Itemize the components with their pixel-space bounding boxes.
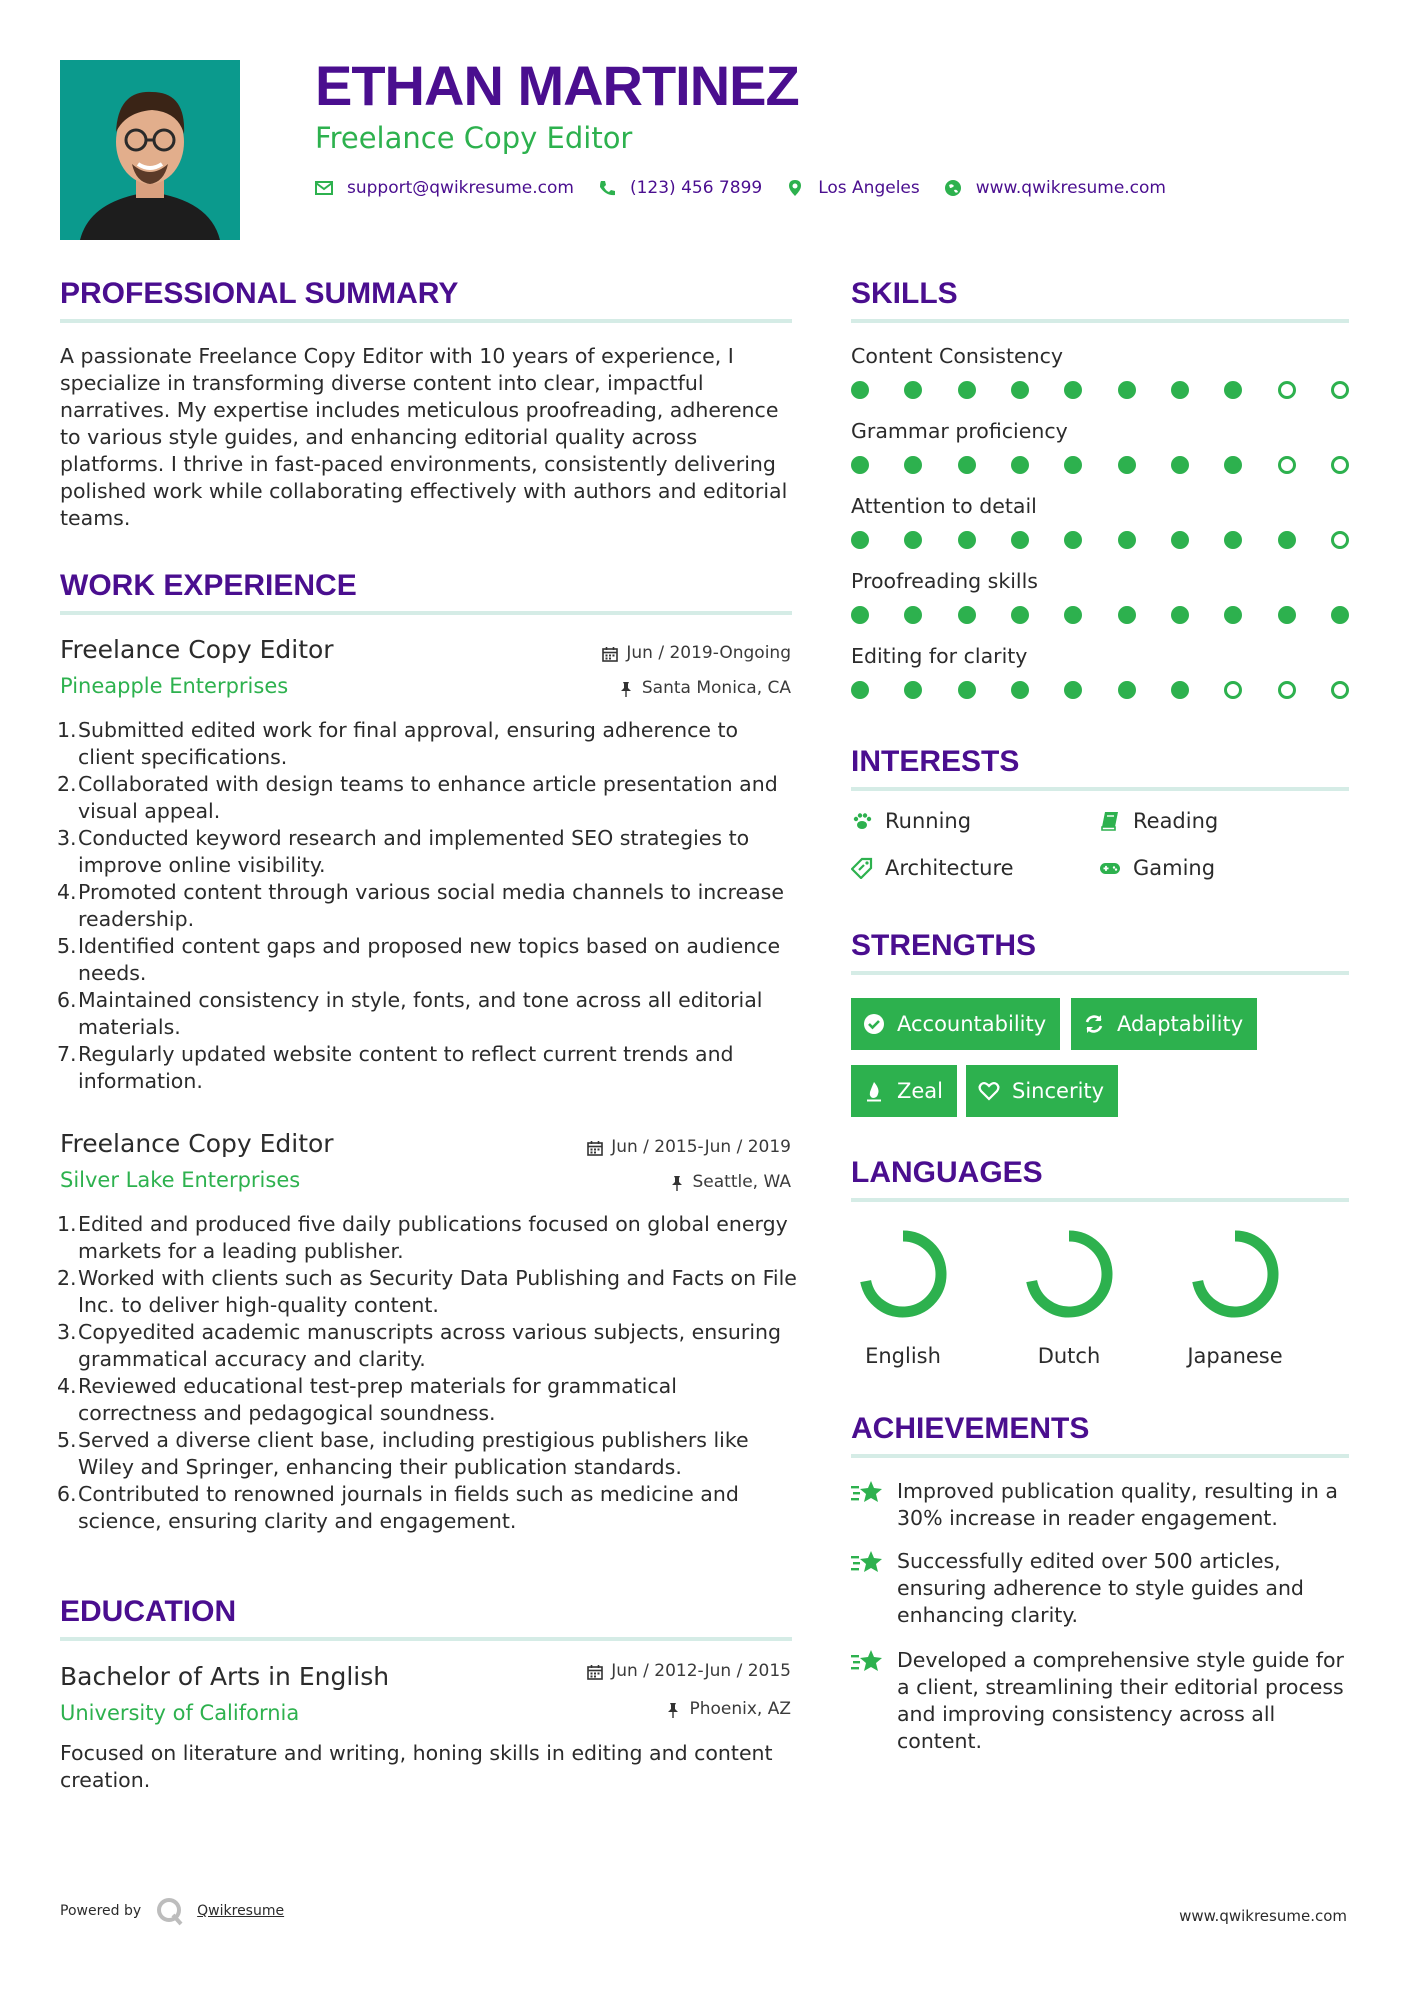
list-item: 3. Copyedited academic manuscripts across various subjects, ensuring grammatical accuracy and clarity. [57,1320,782,1371]
education-location [665,1701,791,1718]
skill-dot-filled [1118,606,1136,624]
job-location-text: Santa Monica, CA [641,678,791,698]
email-text: support@qwikresume.com [347,178,574,198]
skill-dot-filled [1118,456,1136,474]
star-badge-icon [851,1548,885,1576]
skill-dot-filled [1118,531,1136,549]
strength-badge: Zeal [851,1065,957,1117]
tag-icon [851,857,873,879]
pushpin-icon [669,1175,685,1191]
language-ring [855,1226,951,1322]
skill-dot-filled [1224,381,1242,399]
list-item: 2. Collaborated with design teams to enhance article presentation and visual appeal. [57,772,778,823]
experience-heading: WORK EXPERIENCE [60,569,357,602]
skill-dot-empty [1331,381,1349,399]
list-item: 6. Contributed to renowned journals in fields such as medicine and science, ensuring clarity and engagement. [57,1482,739,1533]
skill-dot-filled [1064,681,1082,699]
language-ring [1187,1226,1283,1322]
contact-website[interactable] [944,178,1166,198]
language-name: English [865,1344,941,1368]
strength-badge: Accountability [851,998,1060,1050]
list-item: 4. Reviewed educational test-prep materials for grammatical correctness and pedagogical soundness. [57,1374,677,1425]
list-item: 3. Conducted keyword research and implemented SEO strategies to improve online visibility. [57,826,750,877]
education-heading: EDUCATION [60,1595,237,1628]
gamepad-icon [1099,857,1121,879]
location-text: Los Angeles [818,178,920,198]
education-dates [587,1663,791,1680]
summary-heading: PROFESSIONAL SUMMARY [60,277,459,310]
education-dates-text: Jun / 2012-Jun / 2015 [611,1661,791,1681]
languages-divider [851,1198,1349,1202]
check-circle-icon [863,1013,885,1035]
star-badge-icon [851,1478,885,1506]
powered-by-label: Powered by [60,1903,142,1919]
list-item: 5. Served a diverse client base, including prestigious publishers like Wiley and Springer, enhancing their publication standards. [57,1428,749,1479]
job-dates-text: Jun / 2015-Jun / 2019 [611,1137,791,1157]
language-proficiency-arc [1032,1236,1107,1312]
interest-item: Running [851,810,971,832]
language-item [833,1226,973,1367]
skill-dot-filled [851,681,869,699]
skill-dot-filled [958,606,976,624]
star-badge-icon [851,1647,885,1675]
job-duties-list [57,717,800,1095]
globe-icon [944,179,962,197]
envelope-icon [315,179,333,197]
skill-dot-empty [1224,681,1242,699]
skills-divider [851,319,1349,323]
achievement-item: Successfully edited over 500 articles, ensuring adherence to style guides and enhancing clarity. [851,1548,1351,1629]
phone-icon [598,179,616,197]
skill-dot-filled [904,456,922,474]
skill-dot-filled [1278,606,1296,624]
language-name: Japanese [1187,1344,1283,1368]
skill-dot-filled [1331,606,1349,624]
skill-dot-filled [1064,606,1082,624]
skill-dot-empty [1331,681,1349,699]
summary-text: A passionate Freelance Copy Editor with 10 years of experience, I specialize in transforming diverse content into clear, impactful narratives. My expertise includes meticulous proofreading, adherence to various style guides, and enhancing editorial quality across platforms. I thrive in fast-paced environments, consistently delivering polished work while collaborating effectively with authors and editorial teams. [60,344,788,530]
skill-dot-filled [958,381,976,399]
skill-name: Attention to detail [851,494,1037,518]
skill-dot-filled [1011,531,1029,549]
skill-dot-filled [904,681,922,699]
list-item: 5. Identified content gaps and proposed new topics based on audience needs. [57,934,781,985]
list-item: 4. Promoted content through various social media channels to increase readership. [57,880,784,931]
skill-dot-filled [1064,531,1082,549]
profile-photo [60,60,240,240]
skill-rating [851,681,1349,701]
book-icon [1099,810,1121,832]
contact-email[interactable] [315,178,574,198]
fire-icon [863,1080,885,1102]
contact-phone[interactable] [598,178,762,198]
skill-dot-empty [1278,456,1296,474]
skill-dot-filled [1118,381,1136,399]
summary-divider [60,319,792,323]
achievement-item: Improved publication quality, resulting in a 30% increase in reader engagement. [851,1478,1351,1532]
skill-dot-filled [1011,456,1029,474]
job-dates [587,1139,791,1156]
contact-location [786,178,920,198]
qwikresume-logo-icon [155,1896,185,1926]
skill-name: Grammar proficiency [851,419,1068,443]
job-company: Silver Lake Enterprises [60,1168,301,1192]
skill-dot-filled [1171,681,1189,699]
job-location-text: Seattle, WA [692,1172,791,1192]
strength-badge: Sincerity [966,1065,1118,1117]
skill-name: Proofreading skills [851,569,1038,593]
skill-dot-filled [1171,531,1189,549]
job-duties-list [57,1211,800,1535]
skill-dot-filled [904,531,922,549]
list-item: 2. Worked with clients such as Security Data Publishing and Facts on File Inc. to deliver high-quality content. [57,1266,797,1317]
skill-dot-filled [1171,606,1189,624]
footer-powered-by [60,1896,284,1926]
list-item: 1. Edited and produced five daily publications focused on global energy markets for a leading publisher. [57,1212,788,1263]
language-ring [1021,1226,1117,1322]
interests-divider [851,787,1349,791]
skill-dot-empty [1278,381,1296,399]
pushpin-icon [665,1702,681,1718]
refresh-icon [1083,1013,1105,1035]
job-title: Freelance Copy Editor [60,635,334,664]
job-dates [602,645,791,662]
footer-url[interactable]: www.qwikresume.com [1179,1907,1347,1925]
skill-dot-filled [904,606,922,624]
language-item [1165,1226,1305,1367]
skill-dot-filled [1011,606,1029,624]
skill-dot-filled [958,456,976,474]
skill-dot-filled [851,606,869,624]
skill-dot-filled [1118,681,1136,699]
education-location-text: Phoenix, AZ [689,1699,791,1719]
skill-dot-filled [1224,531,1242,549]
languages-heading: LANGUAGES [851,1156,1043,1189]
skill-dot-filled [1224,456,1242,474]
language-item [999,1226,1139,1367]
pushpin-icon [618,681,634,697]
achievements-heading: ACHIEVEMENTS [851,1412,1090,1445]
qwikresume-link[interactable]: Qwikresume [197,1903,285,1919]
education-divider [60,1637,792,1641]
map-marker-icon [786,179,804,197]
skill-dot-filled [958,531,976,549]
language-proficiency-arc [866,1236,941,1312]
skill-dot-filled [1064,381,1082,399]
skill-dot-filled [1171,381,1189,399]
job-company: Pineapple Enterprises [60,674,289,698]
interests-heading: INTERESTS [851,745,1020,778]
job-dates-text: Jun / 2019-Ongoing [626,643,791,663]
job-location [669,1174,792,1191]
paw-icon [851,810,873,832]
education-description: Focused on literature and writing, honing skills in editing and content creation. [60,1741,773,1792]
achievement-item: Developed a comprehensive style guide for a client, streamlining their editorial process and improving consistency across all content. [851,1647,1351,1755]
skill-dot-filled [851,456,869,474]
phone-text: (123) 456 7899 [629,178,763,198]
strengths-divider [851,971,1349,975]
skill-rating [851,606,1349,626]
list-item: 6. Maintained consistency in style, fonts, and tone across all editorial materials. [57,988,763,1039]
skill-dot-empty [1331,531,1349,549]
skill-dot-filled [1011,681,1029,699]
interest-item: Gaming [1099,857,1215,879]
skill-dot-filled [851,531,869,549]
strengths-heading: STRENGTHS [851,929,1037,962]
skill-dot-filled [958,681,976,699]
skill-dot-filled [1011,381,1029,399]
strength-badge: Adaptability [1071,998,1257,1050]
skill-dot-filled [904,381,922,399]
achievements-divider [851,1454,1349,1458]
job-title: Freelance Copy Editor [60,1129,334,1158]
skill-dot-empty [1331,456,1349,474]
skill-dot-empty [1278,681,1296,699]
degree-title: Bachelor of Arts in English [60,1662,390,1691]
school-name: University of California [60,1701,300,1725]
list-item: 1. Submitted edited work for final approval, ensuring adherence to client specifications. [57,718,739,769]
language-proficiency-arc [1198,1236,1273,1312]
interest-item: Architecture [851,857,1014,879]
skill-name: Content Consistency [851,344,1063,368]
skill-dot-filled [1278,531,1296,549]
skill-dot-filled [1171,456,1189,474]
list-item: 7. Regularly updated website content to reflect current trends and information. [57,1042,734,1093]
calendar-icon [587,1664,603,1680]
skill-dot-filled [851,381,869,399]
calendar-icon [587,1140,603,1156]
skill-rating [851,381,1349,401]
skill-rating [851,456,1349,476]
interest-item: Reading [1099,810,1218,832]
website-text: www.qwikresume.com [975,178,1166,198]
skill-dot-filled [1224,606,1242,624]
skill-rating [851,531,1349,551]
candidate-title: Freelance Copy Editor [315,121,633,155]
skill-name: Editing for clarity [851,644,1028,668]
contact-bar [315,178,1190,198]
candidate-name: ETHAN MARTINEZ [315,54,799,117]
skill-dot-filled [1064,456,1082,474]
skills-heading: SKILLS [851,277,958,310]
experience-divider [60,611,792,615]
language-name: Dutch [1037,1344,1101,1368]
job-location [618,680,791,697]
calendar-icon [602,646,618,662]
heart-icon [978,1080,1000,1102]
